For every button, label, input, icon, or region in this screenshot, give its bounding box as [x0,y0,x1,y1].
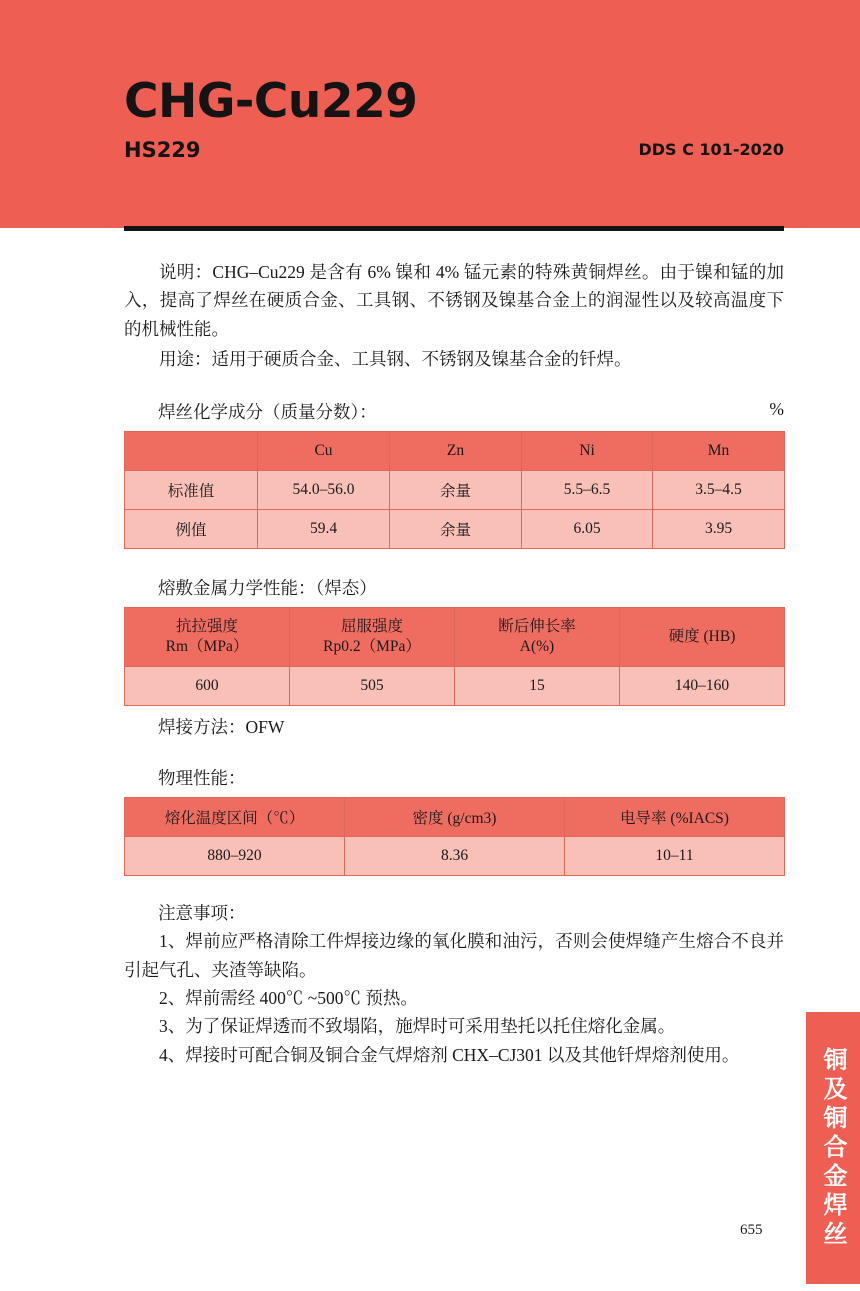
chem-row0-col0: 标准值 [125,471,258,510]
header-sub-row [124,138,784,162]
chem-header-mn: Mn [653,432,785,471]
mechanical-properties-table [124,607,785,706]
chem-row0-col3: 5.5–6.5 [522,471,653,510]
usage-paragraph: 用途：适用于硬质合金、工具钢、不锈钢及镍基合金的钎焊。 [159,349,632,370]
chem-header-zn: Zn [390,432,522,471]
chem-row1-col1: 59.4 [258,510,390,549]
document-subcode: HS229 [124,137,201,162]
mech-header-hardness: 硬度 (HB) [620,608,785,667]
table-row [125,510,785,549]
note-item-4: 4、焊接时可配合铜及铜合金气焊熔剂 CHX–CJ301 以及其他钎焊熔剂使用。 [159,1044,740,1065]
header-inner [124,74,784,162]
physical-properties-table [124,797,785,876]
phys-header-density: 密度 (g/cm3) [345,798,565,837]
mech-header-elongation-line1: 断后伸长率 [498,618,576,636]
table-row [125,667,785,706]
chem-header-cu: Cu [258,432,390,471]
side-tab-label: 铜及铜合金焊丝 [819,1046,847,1250]
notes-title: 注意事项： [158,903,246,924]
phys-section-title: 物理性能： [158,768,246,789]
mech-header-tensile-line2: Rm（MPa） [165,638,249,656]
mech-header-yield [290,608,455,667]
mech-header-elongation-line2: A(%) [519,638,555,656]
mech-section-title: 熔敷金属力学性能：（焊态） [158,578,377,599]
header-divider [124,226,784,231]
page-number: 655 [740,1222,763,1238]
chemical-composition-table [124,431,785,549]
chem-section-title [158,399,784,424]
mech-header-yield-line1: 屈服强度 [340,618,403,636]
mech-header-elongation [455,608,620,667]
document-standard: DDS C 101-2020 [638,139,784,159]
table-header-row [125,608,785,667]
table-row [125,837,785,876]
description-paragraph: 说明：CHG–Cu229 是含有 6% 镍和 4% 锰元素的特殊黄铜焊丝。由于镍和锰的加入，提高了焊丝在硬质合金、工具钢、不锈钢及镍基合金上的润湿性以及较高温度下的机械性能。 [124,262,784,339]
document-content [124,258,784,1069]
chem-row0-col4: 3.5–4.5 [653,471,785,510]
mech-row0-col0: 600 [125,667,290,706]
header-band [0,0,860,228]
mech-row0-col1: 505 [290,667,455,706]
page-title: CHG-Cu229 [124,74,418,129]
chem-row1-col2: 余量 [390,510,522,549]
chem-header-ni: Ni [522,432,653,471]
chem-header-blank [125,432,258,471]
chem-section-label: 焊丝化学成分（质量分数）： [158,402,377,423]
table-row [125,471,785,510]
chem-unit-label: % [769,399,784,420]
phys-row0-col1: 8.36 [345,837,565,876]
mech-header-tensile-line1: 抗拉强度 [175,618,238,636]
mech-row0-col2: 15 [455,667,620,706]
chem-row1-col4: 3.95 [653,510,785,549]
mech-row0-col3: 140–160 [620,667,785,706]
phys-row0-col2: 10–11 [565,837,785,876]
mech-header-yield-line2: Rp0.2（MPa） [323,638,421,656]
phys-header-conductivity: 电导率 (%IACS) [565,798,785,837]
mech-header-tensile [125,608,290,667]
chem-row0-col2: 余量 [390,471,522,510]
chem-row0-col1: 54.0–56.0 [258,471,390,510]
phys-row0-col0: 880–920 [125,837,345,876]
table-header-row [125,432,785,471]
note-item-1: 1、焊前应严格清除工件焊接边缘的氧化膜和油污，否则会使焊缝产生熔合不良并引起气孔、夹渣等缺陷。 [124,931,784,980]
phys-header-melting-range: 熔化温度区间（℃） [125,798,345,837]
welding-method-line: 焊接方法：OFW [158,717,285,738]
chem-row1-col0: 例值 [125,510,258,549]
side-tab [806,1012,860,1284]
note-item-3: 3、为了保证焊透而不致塌陷，施焊时可采用垫托以托住熔化金属。 [159,1016,676,1037]
table-header-row [125,798,785,837]
note-item-2: 2、焊前需经 400℃ ~500℃ 预热。 [159,988,418,1009]
chem-row1-col3: 6.05 [522,510,653,549]
